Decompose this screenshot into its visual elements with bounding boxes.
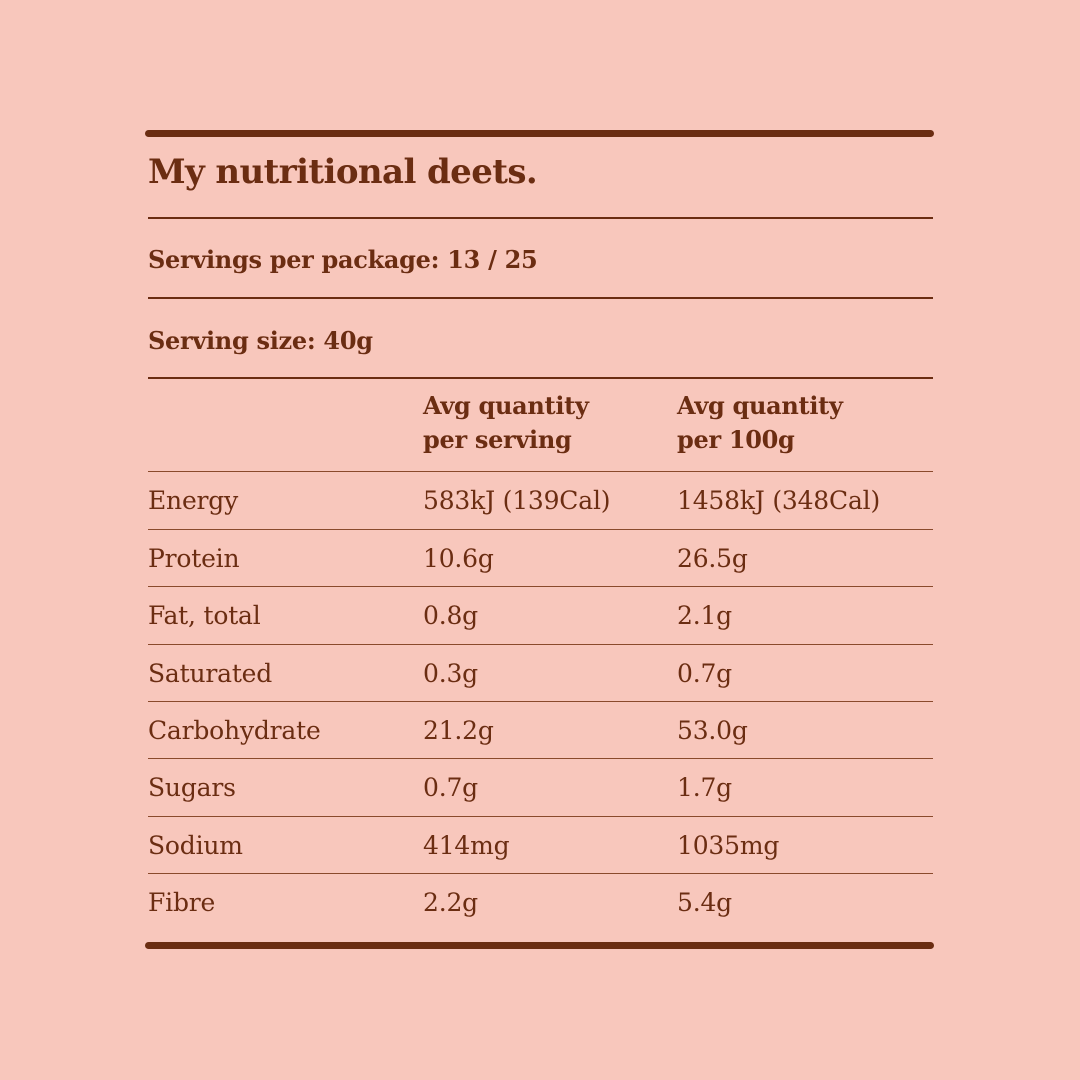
per-serving-value: 2.2g — [423, 888, 478, 917]
per-100g-value: 53.0g — [677, 716, 748, 745]
nutrient-name: Protein — [148, 544, 240, 573]
top-rule — [145, 130, 934, 137]
per-serving-value: 10.6g — [423, 544, 494, 573]
nutrient-name: Energy — [148, 486, 239, 515]
per-serving-value: 583kJ (139Cal) — [423, 486, 611, 515]
bottom-rule — [145, 942, 934, 949]
divider — [148, 297, 933, 299]
per-serving-value: 0.3g — [423, 659, 478, 688]
table-row — [148, 645, 933, 702]
per-100g-value: 26.5g — [677, 544, 748, 573]
nutrient-name: Fat, total — [148, 601, 261, 630]
table-row — [148, 587, 933, 644]
nutrient-name: Fibre — [148, 888, 216, 917]
column-header-line: Avg quantity — [423, 391, 589, 420]
table-row — [148, 472, 933, 529]
nutrient-name: Sodium — [148, 831, 243, 860]
table-row — [148, 530, 933, 587]
per-100g-value: 1035mg — [677, 831, 780, 860]
per-serving-value: 21.2g — [423, 716, 494, 745]
per-100g-value: 5.4g — [677, 888, 732, 917]
panel-title: My nutritional deets. — [148, 152, 538, 192]
per-serving-value: 0.8g — [423, 601, 478, 630]
servings-per-package: Servings per package: 13 / 25 — [148, 245, 538, 274]
table-row — [148, 759, 933, 816]
table-row — [148, 817, 933, 874]
divider — [148, 217, 933, 219]
nutrient-name: Saturated — [148, 659, 273, 688]
nutrient-name: Carbohydrate — [148, 716, 321, 745]
column-header-line: Avg quantity — [677, 391, 843, 420]
column-header-line: per 100g — [677, 425, 795, 454]
per-100g-value: 0.7g — [677, 659, 732, 688]
column-header-per-100g — [677, 389, 843, 457]
per-serving-value: 414mg — [423, 831, 510, 860]
per-100g-value: 2.1g — [677, 601, 732, 630]
column-header-line: per serving — [423, 425, 572, 454]
per-100g-value: 1.7g — [677, 773, 732, 802]
divider — [148, 377, 933, 379]
per-100g-value: 1458kJ (348Cal) — [677, 486, 880, 515]
column-header-per-serving — [423, 389, 589, 457]
per-serving-value: 0.7g — [423, 773, 478, 802]
table-row — [148, 874, 933, 931]
serving-size: Serving size: 40g — [148, 326, 373, 355]
table-row — [148, 702, 933, 759]
nutrient-name: Sugars — [148, 773, 236, 802]
